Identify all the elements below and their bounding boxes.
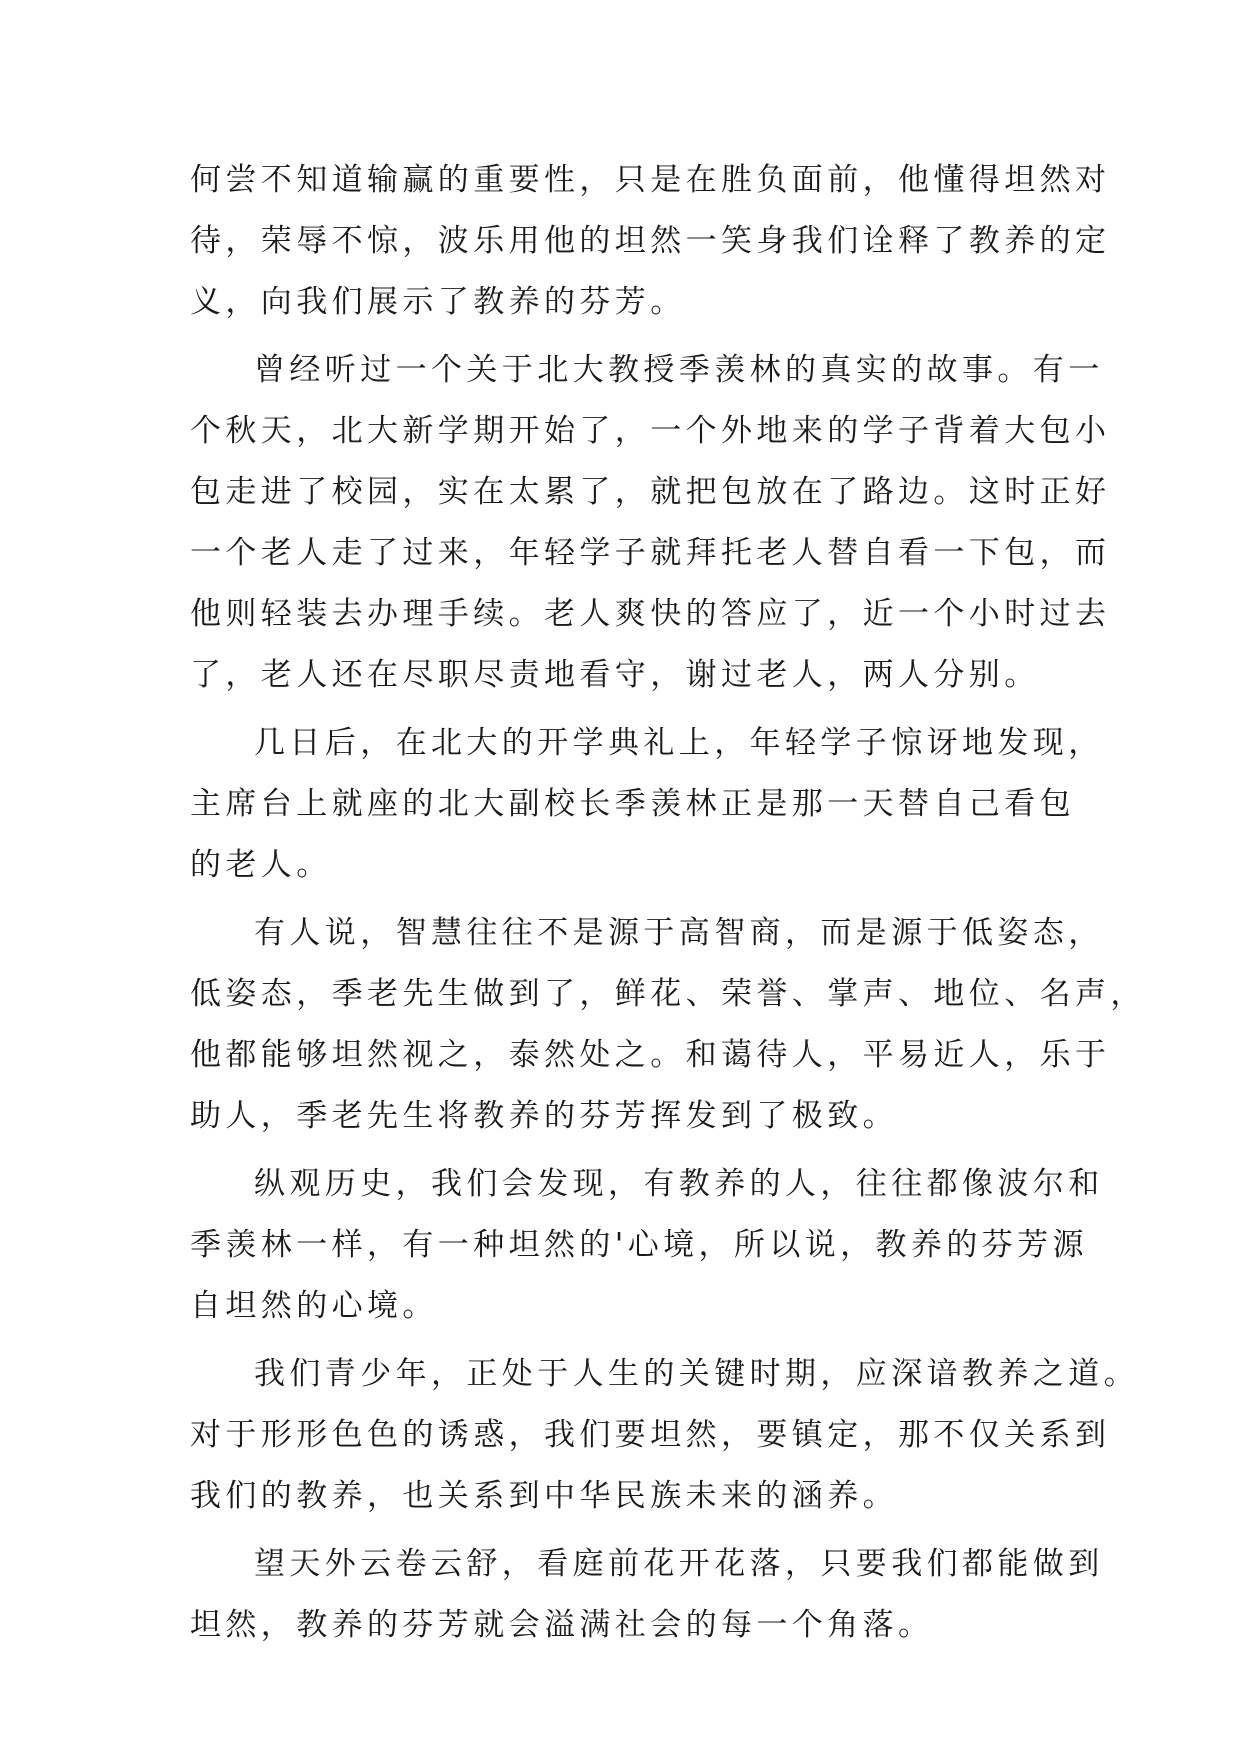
text-line: 主席台上就座的北大副校长季羡林正是那一天替自己看包: [190, 786, 1075, 822]
text-line: 包走进了校园，实在太累了，就把包放在了路边。这时正好: [190, 474, 1111, 510]
text-line: 了，老人还在尽职尽责地看守，谢过老人，两人分别。: [190, 657, 1040, 693]
document-body: [190, 150, 1146, 1656]
text-line: 纵观历史，我们会发现，有教养的人，往往都像波尔和: [254, 1166, 1104, 1202]
text-line: 曾经听过一个关于北大教授季羡林的真实的故事。有一: [254, 352, 1104, 388]
text-line: 义，向我们展示了教养的芬芳。: [190, 284, 686, 320]
text-line: 一个老人走了过来，年轻学子就拜托老人替自看一下包，而: [190, 535, 1111, 571]
paragraph-1: [190, 150, 1111, 333]
paragraph-2: [190, 340, 1111, 706]
text-line: 望天外云卷云舒，看庭前花开花落，只要我们都能做到: [254, 1546, 1104, 1582]
text-line: 对于形形色色的诱惑，我们要坦然，要镇定，那不仅关系到: [190, 1417, 1111, 1453]
text-line: 自坦然的心境。: [190, 1288, 438, 1324]
text-line: 几日后，在北大的开学典礼上，年轻学子惊讶地发现，: [254, 725, 1104, 761]
paragraph-4: [190, 903, 1146, 1147]
text-line: 待，荣辱不惊，波乐用他的坦然一笑身我们诠释了教养的定: [190, 223, 1111, 259]
text-line: 个秋天，北大新学期开始了，一个外地来的学子背着大包小: [190, 413, 1111, 449]
text-line: 季羡林一样，有一种坦然的'心境，所以说，教养的芬芳源: [190, 1227, 1088, 1263]
text-line: 我们的教养，也关系到中华民族未来的涵养。: [190, 1478, 898, 1514]
text-line: 我们青少年，正处于人生的关键时期，应深谙教养之道。: [254, 1356, 1139, 1392]
text-line: 助人，季老先生将教养的芬芳挥发到了极致。: [190, 1098, 898, 1134]
paragraph-5: [190, 1154, 1104, 1337]
paragraph-7: [190, 1534, 1104, 1656]
text-line: 有人说，智慧往往不是源于高智商，而是源于低姿态，: [254, 915, 1104, 951]
text-line: 的老人。: [190, 847, 332, 883]
text-line: 他都能够坦然视之，泰然处之。和蔼待人，平易近人，乐于: [190, 1037, 1111, 1073]
paragraph-6: [190, 1344, 1139, 1527]
text-line: 低姿态，季老先生做到了，鲜花、荣誉、掌声、地位、名声，: [190, 976, 1146, 1012]
text-line: 坦然，教养的芬芳就会溢满社会的每一个角落。: [190, 1607, 934, 1643]
text-line: 他则轻装去办理手续。老人爽快的答应了，近一个小时过去: [190, 596, 1111, 632]
paragraph-3: [190, 713, 1104, 896]
text-line: 何尝不知道输赢的重要性，只是在胜负面前，他懂得坦然对: [190, 162, 1111, 198]
